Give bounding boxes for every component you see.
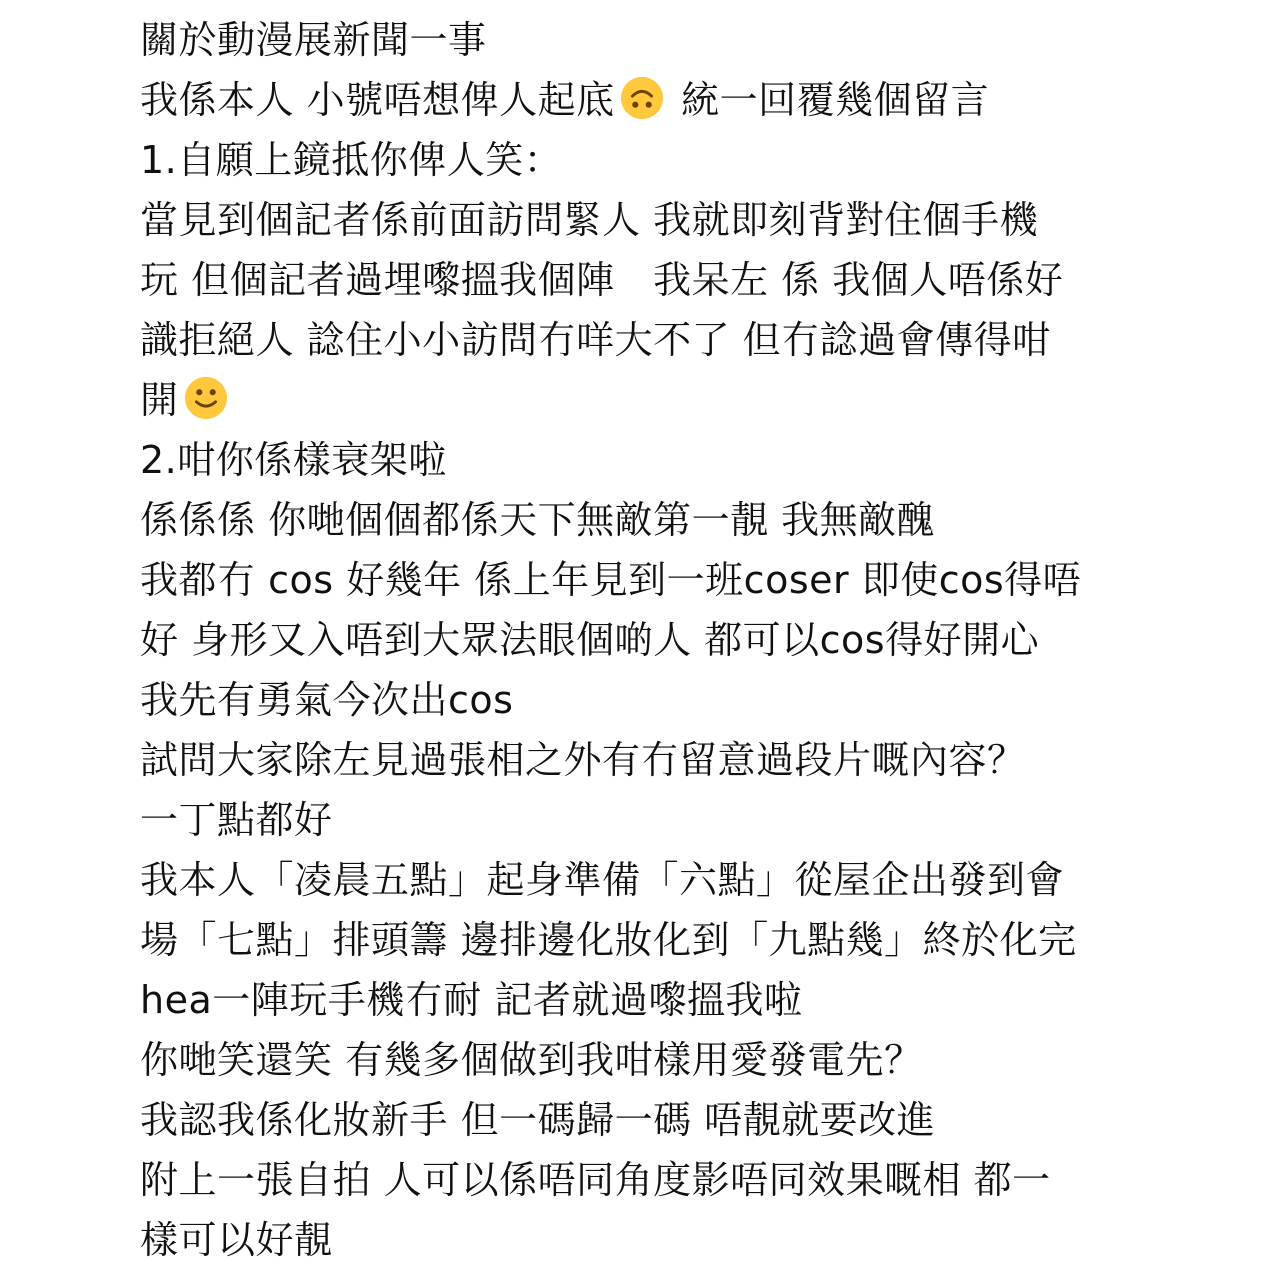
line-text: 當見到個記者係前面訪問緊人 我就即刻背對住個手機	[140, 198, 1039, 242]
line-text: 我認我係化妝新手 但一碼歸一碼 唔靚就要改進	[140, 1098, 936, 1142]
line-text: 附上一張自拍 人可以係唔同角度影唔同效果嘅相 都一	[140, 1158, 1051, 1202]
line-text: 一丁點都好	[140, 798, 333, 842]
text-line	[140, 130, 1150, 190]
line-text: 我係本人 小號唔想俾人起底	[140, 78, 615, 122]
text-line	[140, 730, 1150, 790]
text-line	[140, 670, 1150, 730]
text-line	[140, 1150, 1150, 1210]
text-line	[140, 850, 1150, 910]
line-text: 我都冇 cos 好幾年 係上年見到一班coser 即使cos得唔	[140, 558, 1082, 602]
line-text: 關於動漫展新聞一事	[140, 18, 487, 62]
text-line	[140, 790, 1150, 850]
text-line	[140, 10, 1150, 70]
line-text: 識拒絕人 諗住小小訪問冇咩大不了 但冇諗過會傳得咁	[140, 318, 1051, 362]
line-text: 2.咁你係樣衰架啦	[140, 438, 447, 482]
line-text: 我先有勇氣今次出cos	[140, 678, 514, 722]
text-line	[140, 1090, 1150, 1150]
text-line	[140, 610, 1150, 670]
line-text: 場「七點」排頭籌 邊排邊化妝化到「九點幾」終於化完	[140, 918, 1077, 962]
line-text: 係係係 你哋個個都係天下無敵第一靚 我無敵醜	[140, 498, 936, 542]
line-text: 統一回覆幾個留言	[668, 78, 990, 122]
text-line	[140, 1030, 1150, 1090]
text-line	[140, 310, 1150, 370]
upside-down-face-icon	[619, 75, 665, 121]
note-text	[140, 10, 1150, 1270]
line-text: 1.自願上鏡抵你俾人笑：	[140, 138, 563, 182]
line-text: 樣可以好靚	[140, 1218, 333, 1262]
line-text: hea一陣玩手機冇耐 記者就過嚟搵我啦	[140, 978, 803, 1022]
line-text: 我本人「凌晨五點」起身準備「六點」從屋企出發到會	[140, 858, 1065, 902]
slightly-smiling-face-icon	[183, 375, 229, 421]
text-line	[140, 1210, 1150, 1270]
text-line	[140, 550, 1150, 610]
line-text: 好 身形又入唔到大眾法眼個啲人 都可以cos得好開心	[140, 618, 1040, 662]
line-text: 試問大家除左見過張相之外有冇留意過段片嘅內容？	[140, 738, 1026, 782]
line-text: 玩 但個記者過埋嚟搵我個陣 我呆左 係 我個人唔係好	[140, 258, 1064, 302]
text-line	[140, 430, 1150, 490]
text-line	[140, 490, 1150, 550]
line-text: 開	[140, 378, 179, 422]
text-line	[140, 190, 1150, 250]
text-line	[140, 70, 1150, 130]
text-line	[140, 370, 1150, 430]
text-line	[140, 970, 1150, 1030]
line-text: 你哋笑還笑 有幾多個做到我咁樣用愛發電先？	[140, 1038, 923, 1082]
text-line	[140, 250, 1150, 310]
text-line	[140, 910, 1150, 970]
